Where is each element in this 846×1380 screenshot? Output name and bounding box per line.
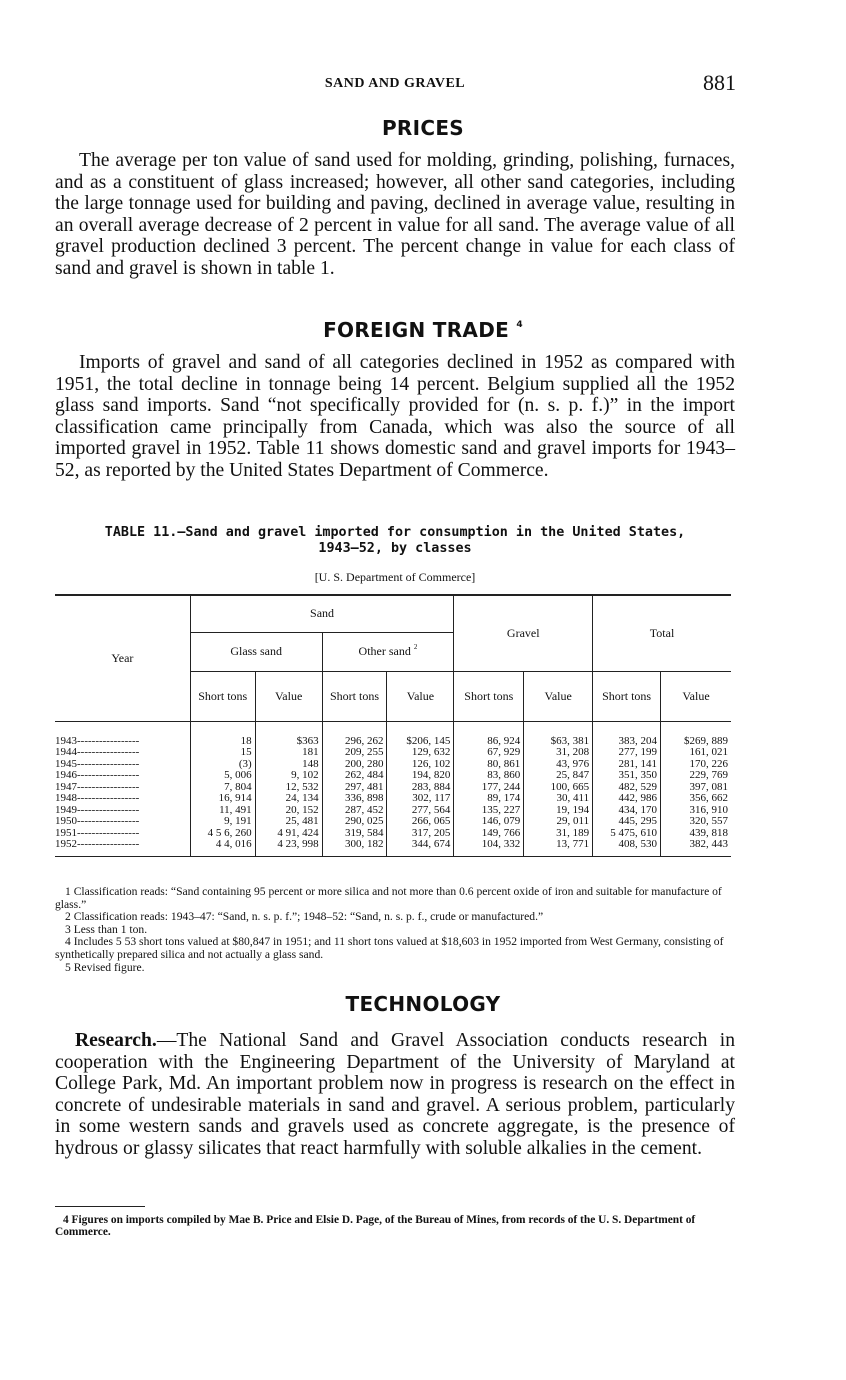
table-source: [U. S. Department of Commerce] (314, 570, 476, 584)
glass-sand-tons-cell: 5, 006 (190, 770, 255, 782)
table-row (55, 747, 731, 759)
footnote-rule (55, 1206, 145, 1207)
table-row (55, 721, 731, 747)
total-tons-cell: 281, 141 (593, 759, 661, 771)
total-tons-cell: 351, 350 (593, 770, 661, 782)
other-sand-value-cell: 302, 117 (387, 793, 454, 805)
glass-sand-tons-cell: 9, 191 (190, 816, 255, 828)
imports-table (55, 594, 731, 857)
glass-sand-value-cell: 4 91, 424 (255, 828, 322, 840)
year-cell: 1946----------------- (55, 769, 140, 781)
total-value-cell: 320, 557 (661, 816, 731, 828)
year-cell: 1949----------------- (55, 803, 140, 816)
gravel-value-cell: 100, 665 (524, 782, 593, 794)
page-footnote: 4 Figures on imports compiled by Mae B. Price and Elsie D. Page, of the Bureau of Mines, from records of the U. S. Department of Commerce. (55, 1214, 696, 1239)
year-cell: 1948----------------- (55, 792, 140, 804)
other-sand-tons-cell: 300, 182 (322, 839, 387, 856)
other-sand-tons-cell: 296, 262 (322, 721, 387, 747)
total-tons-cell: 383, 204 (593, 721, 661, 747)
other-sand-value-cell: 129, 632 (387, 747, 454, 759)
other-sand-tons-cell: 319, 584 (322, 828, 387, 840)
total-tons-cell: 442, 986 (593, 793, 661, 805)
table-footnote: 2 Classification reads: 1943–47: “Sand, n. s. p. f.”; 1948–52: “Sand, n. s. p. f., crude or manufactured.” (65, 910, 544, 924)
total-header: Total (593, 595, 731, 671)
glass-sand-value-cell: $363 (255, 721, 322, 747)
other-sand-tons-cell: 336, 898 (322, 793, 387, 805)
table-footnote: 1 Classification reads: “Sand containing 95 percent or more silica and not more than 0.6 percent oxide of iron and suitable for manufacture of glass.” (55, 885, 722, 911)
total-tons-header: Short tons (593, 671, 661, 721)
table-caption-line2: 1943–52, by classes (318, 541, 472, 556)
gravel-tons-cell: 80, 861 (454, 759, 524, 771)
glass-sand-tons-cell: 15 (190, 747, 255, 759)
running-title: SAND AND GRAVEL (324, 76, 466, 91)
gravel-tons-cell: 83, 860 (454, 770, 524, 782)
page-number: 881 (703, 70, 736, 95)
glass-sand-value-cell: 9, 102 (255, 770, 322, 782)
total-value-cell: $269, 889 (661, 721, 731, 747)
foreign-trade-paragraph: Imports of gravel and sand of all categories declined in 1952 as compared with 1951, the total decline in tonnage being 14 percent. Belgium supplied all the 1952 glass sand imports. Sand “not specifically provided for (n. s. p. f.)” in the import classification came principally from Canada, which was also the source of all imported gravel in 1952. Table 11 shows domestic sand and gravel imports for 1943–52, as reported by the United States Department of Commerce. (55, 352, 735, 481)
gravel-tons-cell: 86, 924 (454, 721, 524, 747)
gravel-value-cell: 29, 011 (524, 816, 593, 828)
prices-paragraph: The average per ton value of sand used for molding, grinding, polishing, furnaces, and as a constituent of glass increased; however, all other sand categories, including the large tonnage used for building and paving, declined in average value, resulting in an overall average decrease of 2 percent in value for all sand. The average value of all gravel production declined 3 percent. The percent change in value for each class of sand and gravel is shown in table 1. (55, 150, 735, 279)
total-value-header: Value (661, 671, 731, 721)
sand-header: Sand (190, 595, 454, 632)
gravel-value-cell: 30, 411 (524, 793, 593, 805)
year-cell: 1947----------------- (55, 780, 140, 793)
glass-sand-value-cell: 148 (255, 759, 322, 771)
year-cell: 1944----------------- (55, 746, 140, 758)
other-sand-tons-cell: 209, 255 (322, 747, 387, 759)
table-caption (55, 525, 735, 557)
glass-sand-value-cell: 181 (255, 747, 322, 759)
other-sand-value-cell: 344, 674 (387, 839, 454, 856)
total-value-cell: 316, 910 (661, 805, 731, 817)
research-text: —The National Sand and Gravel Association conducts research in cooperation with the Engineering Department of the University of Maryland at College Park, Md. An important problem now in progress is research on the effect in concrete of undesirable materials in sand and gravel. A serious problem, particularly in some western sands and gravels used as concrete aggregate, is the presence of hydrous or glassy silicates that react harmfully with soluble alkalies in the cement. (55, 1030, 735, 1159)
running-header (0, 70, 846, 100)
other-sand-value-cell: 266, 065 (387, 816, 454, 828)
gravel-tons-cell: 104, 332 (454, 839, 524, 856)
gravel-tons-cell: 67, 929 (454, 747, 524, 759)
prices-heading: PRICES (381, 116, 465, 140)
other-sand-tons-cell: 287, 452 (322, 805, 387, 817)
glass-sand-tons-cell: 7, 804 (190, 782, 255, 794)
table-footnotes (55, 886, 731, 974)
gravel-tons-cell: 177, 244 (454, 782, 524, 794)
glass-sand-value-header: Value (255, 671, 322, 721)
glass-sand-value-cell: 12, 532 (255, 782, 322, 794)
other-sand-value-header: Value (387, 671, 454, 721)
gravel-value-cell: 19, 194 (524, 805, 593, 817)
gravel-value-cell: 31, 208 (524, 747, 593, 759)
gravel-header: Gravel (454, 595, 593, 671)
gravel-tons-cell: 89, 174 (454, 793, 524, 805)
total-value-cell: 382, 443 (661, 839, 731, 856)
total-tons-cell: 408, 530 (593, 839, 661, 856)
gravel-value-cell: 13, 771 (524, 839, 593, 856)
total-tons-cell: 5 475, 610 (593, 828, 661, 840)
other-sand-value-cell: 317, 205 (387, 828, 454, 840)
gravel-value-cell: 25, 847 (524, 770, 593, 782)
glass-sand-tons-cell: 11, 491 (190, 805, 255, 817)
total-tons-cell: 277, 199 (593, 747, 661, 759)
glass-sand-value-cell: 24, 134 (255, 793, 322, 805)
year-header: Year (55, 595, 190, 721)
table-row (55, 816, 731, 828)
total-value-cell: 229, 769 (661, 770, 731, 782)
total-value-cell: 161, 021 (661, 747, 731, 759)
gravel-value-cell: 31, 189 (524, 828, 593, 840)
foreign-trade-heading (0, 318, 846, 342)
other-sand-value-cell: 277, 564 (387, 805, 454, 817)
glass-sand-tons-cell: 4 4, 016 (190, 839, 255, 856)
glass-sand-value-cell: 4 23, 998 (255, 839, 322, 856)
year-cell: 1952----------------- (55, 839, 190, 856)
foreign-trade-footnote-ref: 4 (516, 320, 523, 330)
glass-sand-tons-header: Short tons (190, 671, 255, 721)
table-caption-line1: TABLE 11.—Sand and gravel imported for consumption in the United States, (104, 525, 686, 540)
other-sand-tons-cell: 297, 481 (322, 782, 387, 794)
glass-sand-tons-cell: 16, 914 (190, 793, 255, 805)
table-footnote: 5 Revised figure. (65, 960, 145, 974)
table-row (55, 839, 731, 856)
gravel-value-cell: 43, 976 (524, 759, 593, 771)
other-sand-tons-cell: 290, 025 (322, 816, 387, 828)
glass-sand-value-cell: 25, 481 (255, 816, 322, 828)
table-row (55, 793, 731, 805)
glass-sand-tons-cell: 18 (190, 721, 255, 747)
other-sand-value-cell: 283, 884 (387, 782, 454, 794)
year-cell: 1943----------------- (55, 734, 140, 747)
gravel-tons-cell: 149, 766 (454, 828, 524, 840)
table-footnote: 4 Includes 5 53 short tons valued at $80,847 in 1951; and 11 short tons valued at $18,603 in 1952 imported from West Germany, consisting of synthetically prepared silica and not actually a glass sand. (55, 935, 724, 961)
foreign-trade-heading-text: FOREIGN TRADE (323, 318, 510, 342)
gravel-tons-cell: 146, 079 (454, 816, 524, 828)
glass-sand-value-cell: 20, 152 (255, 805, 322, 817)
technology-heading: TECHNOLOGY (345, 992, 501, 1016)
table-row (55, 770, 731, 782)
technology-paragraph (55, 1030, 735, 1160)
total-tons-cell: 445, 295 (593, 816, 661, 828)
gravel-tons-header: Short tons (454, 671, 524, 721)
other-sand-tons-cell: 262, 484 (322, 770, 387, 782)
glass-sand-tons-cell: (3) (190, 759, 255, 771)
glass-sand-tons-cell: 4 5 6, 260 (190, 828, 255, 840)
year-cell: 1950----------------- (55, 815, 140, 827)
total-value-cell: 356, 662 (661, 793, 731, 805)
table-footnote: 3 Less than 1 ton. (65, 922, 148, 936)
gravel-tons-cell: 135, 227 (454, 805, 524, 817)
other-sand-value-cell: $206, 145 (387, 721, 454, 747)
gravel-value-header: Value (524, 671, 593, 721)
total-tons-cell: 482, 529 (593, 782, 661, 794)
total-value-cell: 439, 818 (661, 828, 731, 840)
other-sand-tons-cell: 200, 280 (322, 759, 387, 771)
other-sand-value-cell: 126, 102 (387, 759, 454, 771)
other-sand-value-cell: 194, 820 (387, 770, 454, 782)
other-sand-header: Other sand $^2$ (322, 632, 454, 671)
total-value-cell: 170, 226 (661, 759, 731, 771)
year-cell: 1951----------------- (55, 826, 140, 839)
total-value-cell: 397, 081 (661, 782, 731, 794)
total-tons-cell: 434, 170 (593, 805, 661, 817)
other-sand-tons-header: Short tons (322, 671, 387, 721)
year-cell: 1945----------------- (55, 757, 140, 770)
glass-sand-header: Glass sand (190, 632, 322, 671)
gravel-value-cell: $63, 381 (524, 721, 593, 747)
research-lead: Research. (75, 1030, 157, 1051)
